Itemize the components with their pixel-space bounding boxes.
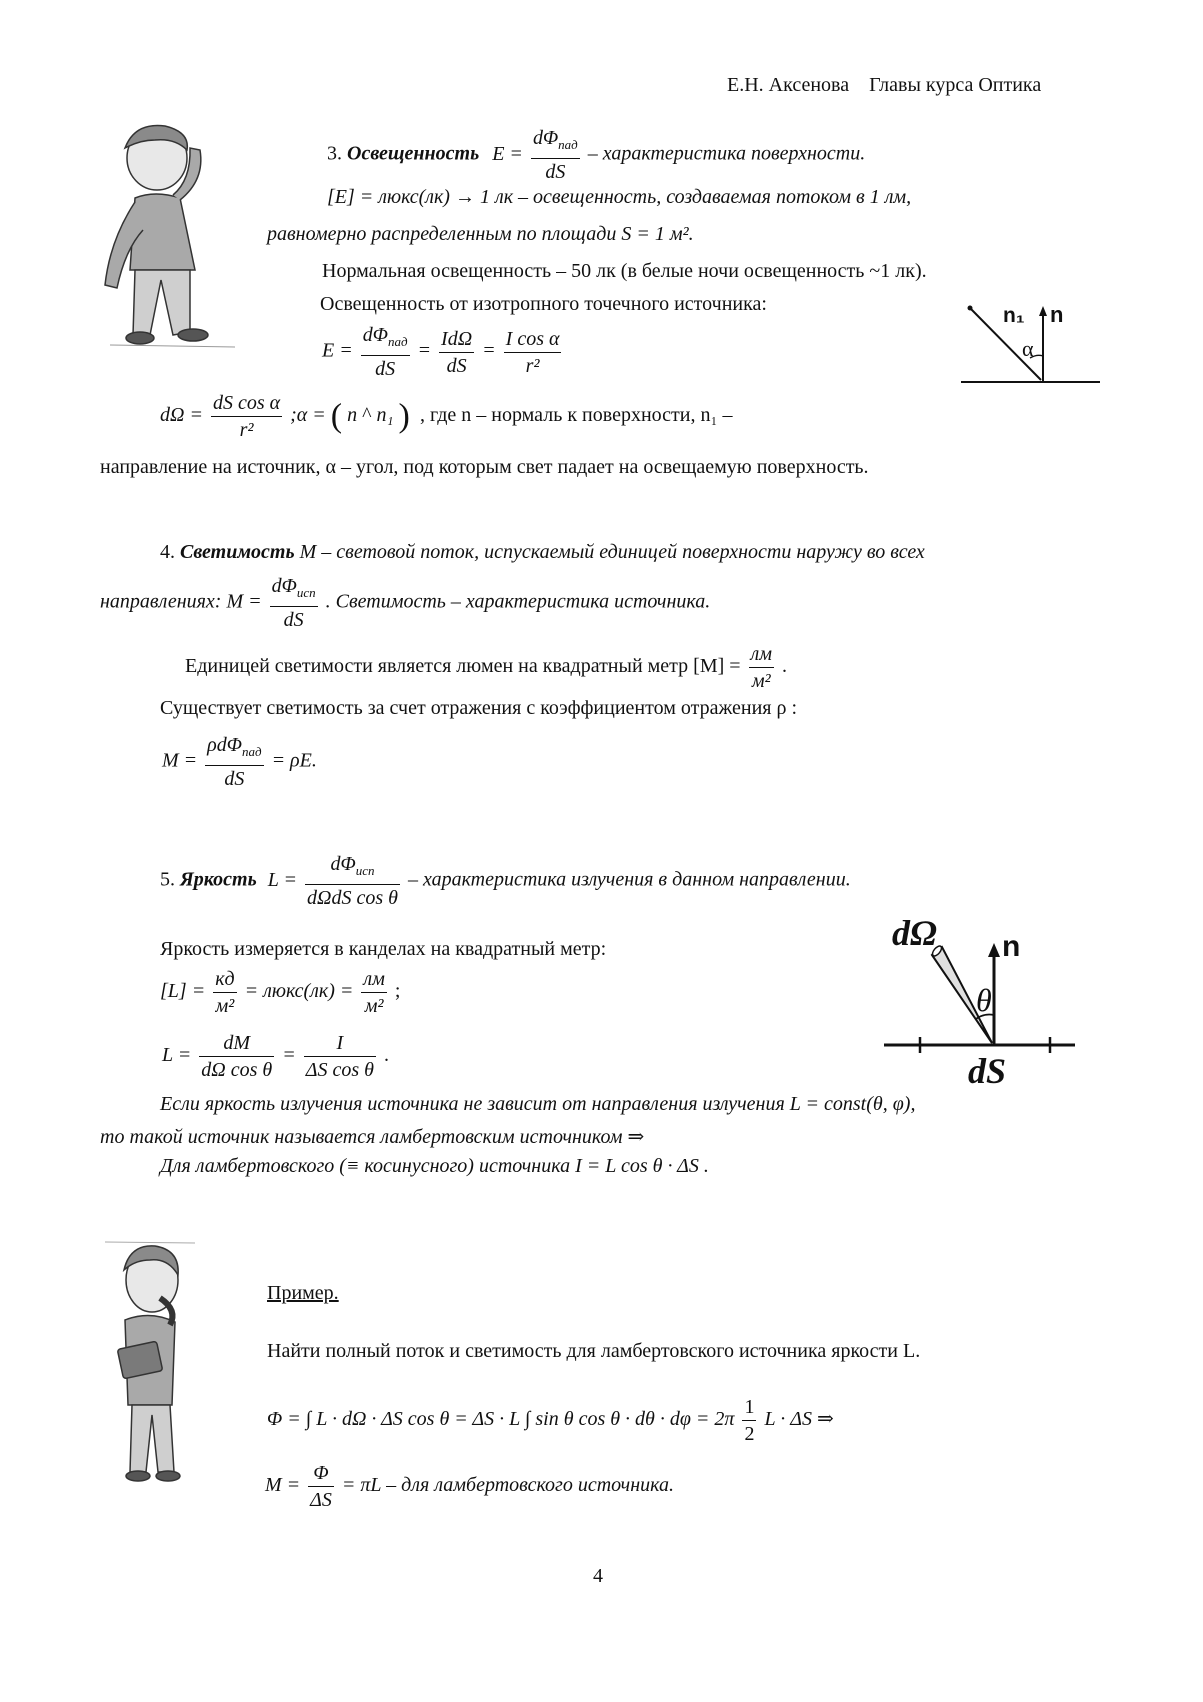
sec3-unit-line2: равномерно распределенным по площади S = 1 м². (267, 223, 694, 245)
boy-thinking-illustration (95, 120, 245, 360)
sec5-unit-equation: [L] = $\frac{кд}{\text{м²}}$ = люкс(лк) = $\frac{лм}{\text{м²}}$ ; (160, 968, 401, 1017)
example-M-equation: M = $\frac{\Phi}{\Delta S}$ = πL – для ламбертовского источника. (265, 1462, 674, 1511)
fig1-n-label: n (1050, 302, 1064, 327)
fig1-n1-label: n₁ (1003, 304, 1025, 327)
sec4-reflection: Существует светимость за счет отражения с коэффициентом отражения ρ : (160, 697, 798, 719)
example-task: Найти полный поток и светимость для ламбертовского источника яркости L. (267, 1340, 921, 1362)
header-course: Главы курса Оптика (869, 74, 1042, 96)
sec4-M-equation: M = $\frac{\rho d\Phi_{пад}}{dS}$ = ρE. (162, 734, 317, 790)
sec5-lambert-line2: то такой источник называется ламбертовским источником ⇒ (100, 1126, 645, 1148)
sec3-dOmega-equation: dΩ = $\frac{\text{dS cos α}}{\text{r²}}$ ;α = ( n ^ n₁ ) (160, 392, 410, 441)
fig2-n-label: n (1002, 930, 1021, 963)
sec5-lambert-line1: Если яркость излучения источника не зависит от направления излучения L = const(θ, φ), (160, 1093, 916, 1115)
page-number: 4 (593, 1565, 603, 1587)
fig2-dOmega-label: dΩ (892, 913, 937, 953)
sec5-heading: 5. Яркость L = $\frac{d\Phi_{исп}}{\text{dΩdS cos θ}}$ – характеристика излучения в данном направлении. (160, 853, 851, 909)
sec5-lambert-line3: Для ламбертовского (≡ косинусного) источника I = L cos θ · ΔS . (160, 1155, 709, 1177)
fig2-dS-label: dS (968, 1051, 1007, 1091)
sec4-definition: направлениях: M = $\frac{d\Phi_{исп}}{dS}$ . Светимость – характеристика источника. (100, 575, 711, 631)
sec3-equation-E: E = $\frac{d\Phi_{пад}}{dS}$ = $\frac{\text{IdΩ}}{dS}$ = $\frac{\text{I cos α}}{\text{r²}}$ (322, 324, 560, 380)
sec3-E-fraction: $\frac{d\Phi_{пад}}{dS}$ (532, 127, 578, 183)
sec4-heading: 4. Светимость M – световой поток, испускаемый единицей поверхности наружу во всех (160, 541, 925, 563)
boy-reading-illustration (100, 1240, 210, 1490)
sec4-unit: Единицей светимости является люмен на квадратный метр [M] = $\frac{лм}{\text{м²}}$ . (185, 643, 788, 692)
sec3-isotropic-source: Освещенность от изотропного точечного источника: (320, 293, 767, 315)
example-flux-equation: Φ = ∫ L · dΩ · ΔS cos θ = ΔS · L ∫ sin θ cos θ · dθ · dφ = 2π $\frac{1}{2}$ L · ΔS ⇒ (267, 1396, 834, 1445)
sec3-where-text: , где n – нормаль к поверхности, n₁ – (420, 404, 733, 426)
sec3-heading: 3. Освещенность E = $\frac{d\Phi_{пад}}{dS}$ – характеристика поверхности. (327, 127, 866, 183)
sec3-unit-line1: [E] = люкс(лк) → 1 лк – освещенность, создаваемая потоком в 1 лм, (327, 186, 912, 208)
fig1-alpha-label: α (1022, 336, 1034, 361)
sec5-unit-text: Яркость измеряется в канделах на квадратный метр: (160, 938, 607, 960)
sec5-L-equation: L = $\frac{dM}{\text{dΩ cos θ}}$ = $\frac{I}{\text{ΔS cos θ}}$ . (162, 1032, 389, 1081)
sec3-normal-illuminance: Нормальная освещенность – 50 лк (в белые ночи освещенность ~1 лк). (322, 260, 927, 282)
header-author: Е.Н. Аксенова Главы курса Оптика (727, 74, 1042, 96)
example-title: Пример. (267, 1282, 339, 1304)
sec3-direction-line: направление на источник, α – угол, под которым свет падает на освещаемую поверхность. (100, 456, 869, 478)
fig2-theta-label: θ (976, 982, 992, 1018)
